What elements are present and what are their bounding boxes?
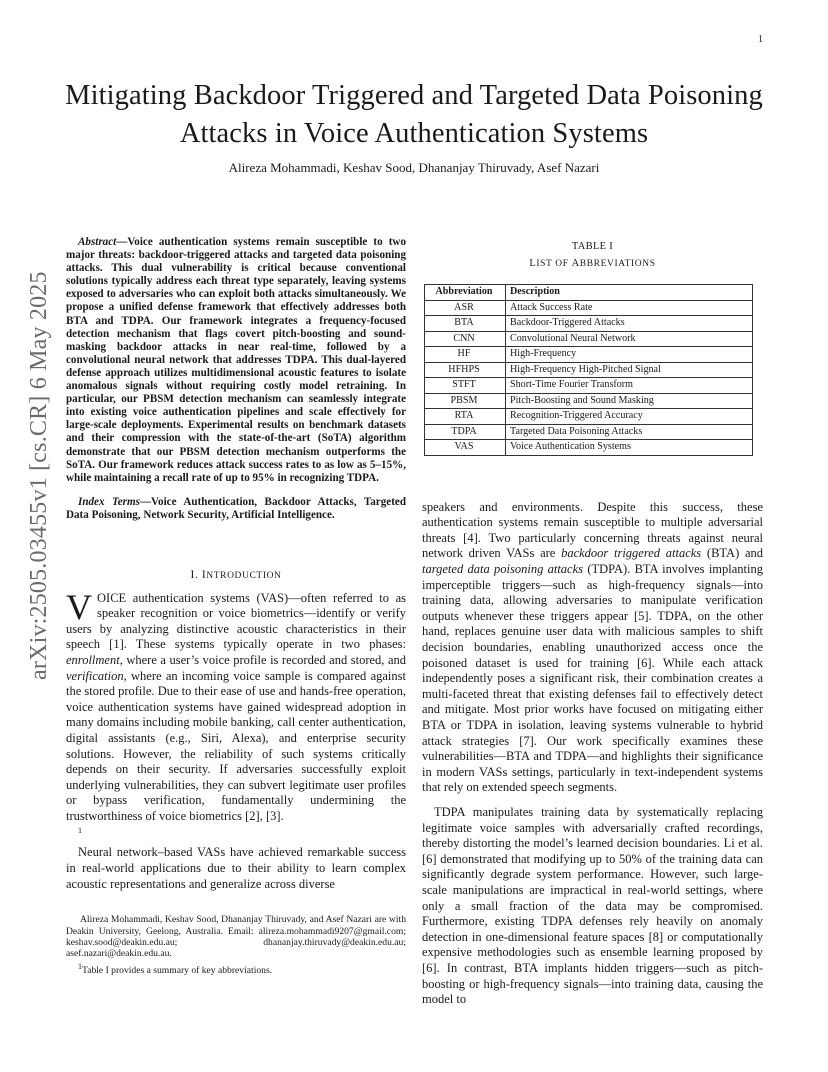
section-title-rest: NTRODUCTION xyxy=(206,570,282,581)
intro-paragraph-1 xyxy=(66,586,406,825)
page-number: 1 xyxy=(758,34,763,45)
right-paragraph-1 xyxy=(422,500,763,796)
abstract-label: Abstract xyxy=(78,236,117,248)
table-row xyxy=(425,362,753,378)
abbr-cell: TDPA xyxy=(425,424,506,440)
description-cell: Voice Authentication Systems xyxy=(506,440,753,456)
affiliation-footnote: Alireza Mohammadi, Keshav Sood, Dhananjay Thiruvady, and Asef Nazari are with Deakin University, Geelong, Australia. Email: alireza.mohammadi9207@gmail.com; keshav.sood@deakin.edu.au; dhananjay.thiruvady@deakin.edu.au; asef.nazari@deakin.edu.au. xyxy=(66,914,406,960)
table-row xyxy=(425,378,753,394)
caption-bbreviations: BBREVIATIONS xyxy=(579,258,656,269)
table-footnote-text: Table I provides a summary of key abbreviations. xyxy=(82,965,273,977)
description-cell: Attack Success Rate xyxy=(506,300,753,316)
right-p1-text-c: (TDPA). BTA involves implanting imperceptible triggers—such as high-frequency signals—into training data, allowing adversaries to manipulate verification outputs whenever these triggers appear [5]. TDPA, on the other hand, replaces genuine user data with malicious samples to shift decision boundaries, enabling unauthorized access once the poisoned dataset is used for training [6]. While each attack independently poses a significant risk, their combination creates a multi-faceted threat that existing defenses fail to effectively detect and mitigate. Most prior works have focused on mitigating either BTA or TDPA in isolation, leaving systems vulnerable to hybrid attack strategies [7]. Our work specifically examines these vulnerabilities—BTA and TDPA—and highlights their significance in modern VASs settings, particularly in text-independent systems that rely on extended speech segments. xyxy=(422,562,763,795)
section-title-first: I xyxy=(201,568,207,581)
term-targeted-data-poisoning: targeted data poisoning attacks xyxy=(422,562,584,577)
table-row xyxy=(425,440,753,456)
abbr-cell: RTA xyxy=(425,409,506,425)
description-cell: Recognition-Triggered Accuracy xyxy=(506,409,753,425)
intro-term-verification: verification xyxy=(66,668,124,683)
index-terms xyxy=(66,496,406,522)
table-header-row xyxy=(425,285,753,301)
description-cell: Targeted Data Poisoning Attacks xyxy=(506,424,753,440)
table-label: TABLE I xyxy=(571,241,614,252)
right-p1-text-a: speakers and environments. Despite this success, these authentication systems remain susceptible to multiple adversarial threats [4]. Two particularly concerning threats against neural network driven VASs are xyxy=(422,499,763,561)
intro-term-enrollment: enrollment xyxy=(66,652,120,667)
intro-p1-text: OICE authentication systems (VAS)—often referred to as speaker recognition or voice biometrics—identify or verify users by analyzing distinctive acoustic characteristics in their speech [1]. These systems typically operate in two phases: xyxy=(66,590,406,652)
drop-cap: V xyxy=(66,586,92,627)
caption-l: L xyxy=(529,257,537,269)
table-row xyxy=(425,331,753,347)
description-cell: Short-Time Fourier Transform xyxy=(506,378,753,394)
index-terms-label: Index Terms xyxy=(78,495,140,508)
table-footnote xyxy=(66,961,406,977)
abbr-cell: VAS xyxy=(425,440,506,456)
left-column xyxy=(66,236,406,976)
table-caption xyxy=(422,256,763,273)
header-description: Description xyxy=(506,285,753,301)
table-row xyxy=(425,424,753,440)
abstract-text: —Voice authentication systems remain susceptible to two major threats: backdoor-triggered attacks and targeted data poisoning attacks. This dual vulnerability is critical because conventional solutions typically address each threat type separately, leaving systems exposed to adversaries who can exploit both attacks simultaneously. We propose a unified defense framework that effectively addresses both BTA and TDPA. Our framework integrates a frequency-focused detection mechanism that flags covert pitch-boosting and sound-masking backdoor attacks in near real-time, followed by a convolutional neural network that addresses TDPA. This dual-layered defense approach utilizes multidimensional acoustic features to isolate anomalous signals without requiring costly model retraining. In particular, our PBSM detection mechanism can seamlessly integrate into existing voice authentication pipelines and scale effectively for large-scale deployments. Experimental results on benchmark datasets and their compression with the state-of-the-art (SoTA) algorithm demonstrate that our PBSM detection mechanism outperforms the SoTA. Our framework reduces attack success rates to as low as 5–15%, while maintaining a recall rate of up to 95% in recognizing TDPA. xyxy=(66,236,406,484)
table-row xyxy=(425,316,753,332)
abbr-cell: HFHPS xyxy=(425,362,506,378)
table-row xyxy=(425,409,753,425)
right-column xyxy=(422,235,763,1008)
abbr-cell: STFT xyxy=(425,378,506,394)
right-paragraph-2: TDPA manipulates training data by systematically replacing legitimate voice samples with adversarially crafted recordings, thereby distorting the model’s learned decision boundaries. Li et al. [6] demonstrated that modifying up to 50% of the training data can significantly degrade system performance. However, such large-scale manipulations are impractical in real-world settings, where only a small fraction of the data may be compromised. Furthermore, existing TDPA defenses rely heavily on anomaly detection in one-dimensional feature spaces [8] or computationally expensive methodologies such as ensemble learning proposed by [6]. In contrast, BTA implants hidden triggers—such as pitch-boosting or high-frequency signals—into training data, causing the model to xyxy=(422,804,763,1007)
right-p1-text-b: (BTA) and xyxy=(701,546,763,561)
description-cell: High-Frequency High-Pitched Signal xyxy=(506,362,753,378)
caption-a: A xyxy=(571,257,580,269)
paper-title: Mitigating Backdoor Triggered and Targeted Data Poisoning Attacks in Voice Authentication Systems xyxy=(65,80,763,149)
table-row xyxy=(425,393,753,409)
table-row xyxy=(425,347,753,363)
intro-paragraph-2: Neural network–based VASs have achieved remarkable success in real-world applications due to their ability to learn complex acoustic representations and generalize across diverse xyxy=(66,845,406,891)
abbreviations-table xyxy=(424,284,753,456)
author-list: Alireza Mohammadi, Keshav Sood, Dhananjay Thiruvady, Asef Nazari xyxy=(228,160,600,175)
table-row xyxy=(425,300,753,316)
description-cell: High-Frequency xyxy=(506,347,753,363)
abbr-cell: ASR xyxy=(425,300,506,316)
section-numeral: I. xyxy=(190,568,202,581)
intro-p1-text-c: , where an incoming voice sample is compared against the stored profile. Due to their ease of use and hands-free operation, voice authentication systems have gained widespread adoption in many domains including mobile banking, call center authentication, digital assistants (e.g., Siri, Alexa), and enterprise security solutions. However, the reliability of such systems critically depends on their security. If adversaries successfully exploit underlying vulnerabilities, they can subvert legitimate user profiles or bypass verification, fundamentally undermining the trustworthiness of voice biometrics [2], [3]. xyxy=(66,668,406,823)
abbr-cell: PBSM xyxy=(425,393,506,409)
section-heading-introduction xyxy=(66,568,406,585)
abbr-cell: BTA xyxy=(425,316,506,332)
description-cell: Convolutional Neural Network xyxy=(506,331,753,347)
abstract xyxy=(66,236,406,485)
table-footnote-mark: 1 xyxy=(78,961,82,971)
intro-p1-text-b: , where a user’s voice profile is recorded and stored, and xyxy=(119,652,406,667)
footnote-mark: 1 xyxy=(78,826,82,836)
abbr-cell: HF xyxy=(425,347,506,363)
description-cell: Backdoor-Triggered Attacks xyxy=(506,316,753,332)
header-abbreviation: Abbreviation xyxy=(425,285,506,301)
term-backdoor-triggered-attacks: backdoor triggered attacks xyxy=(561,546,702,561)
description-cell: Pitch-Boosting and Sound Masking xyxy=(506,393,753,409)
caption-ist-of: IST OF xyxy=(536,258,572,269)
right-column-body xyxy=(422,500,763,1008)
abbr-cell: CNN xyxy=(425,331,506,347)
index-terms-text: —Voice Authentication, Backdoor Attacks, Targeted Data Poisoning, Network Security, Artificial Intelligence. xyxy=(66,495,406,521)
arxiv-identifier: arXiv:2505.03455v1 [cs.CR] 6 May 2025 xyxy=(26,271,52,680)
